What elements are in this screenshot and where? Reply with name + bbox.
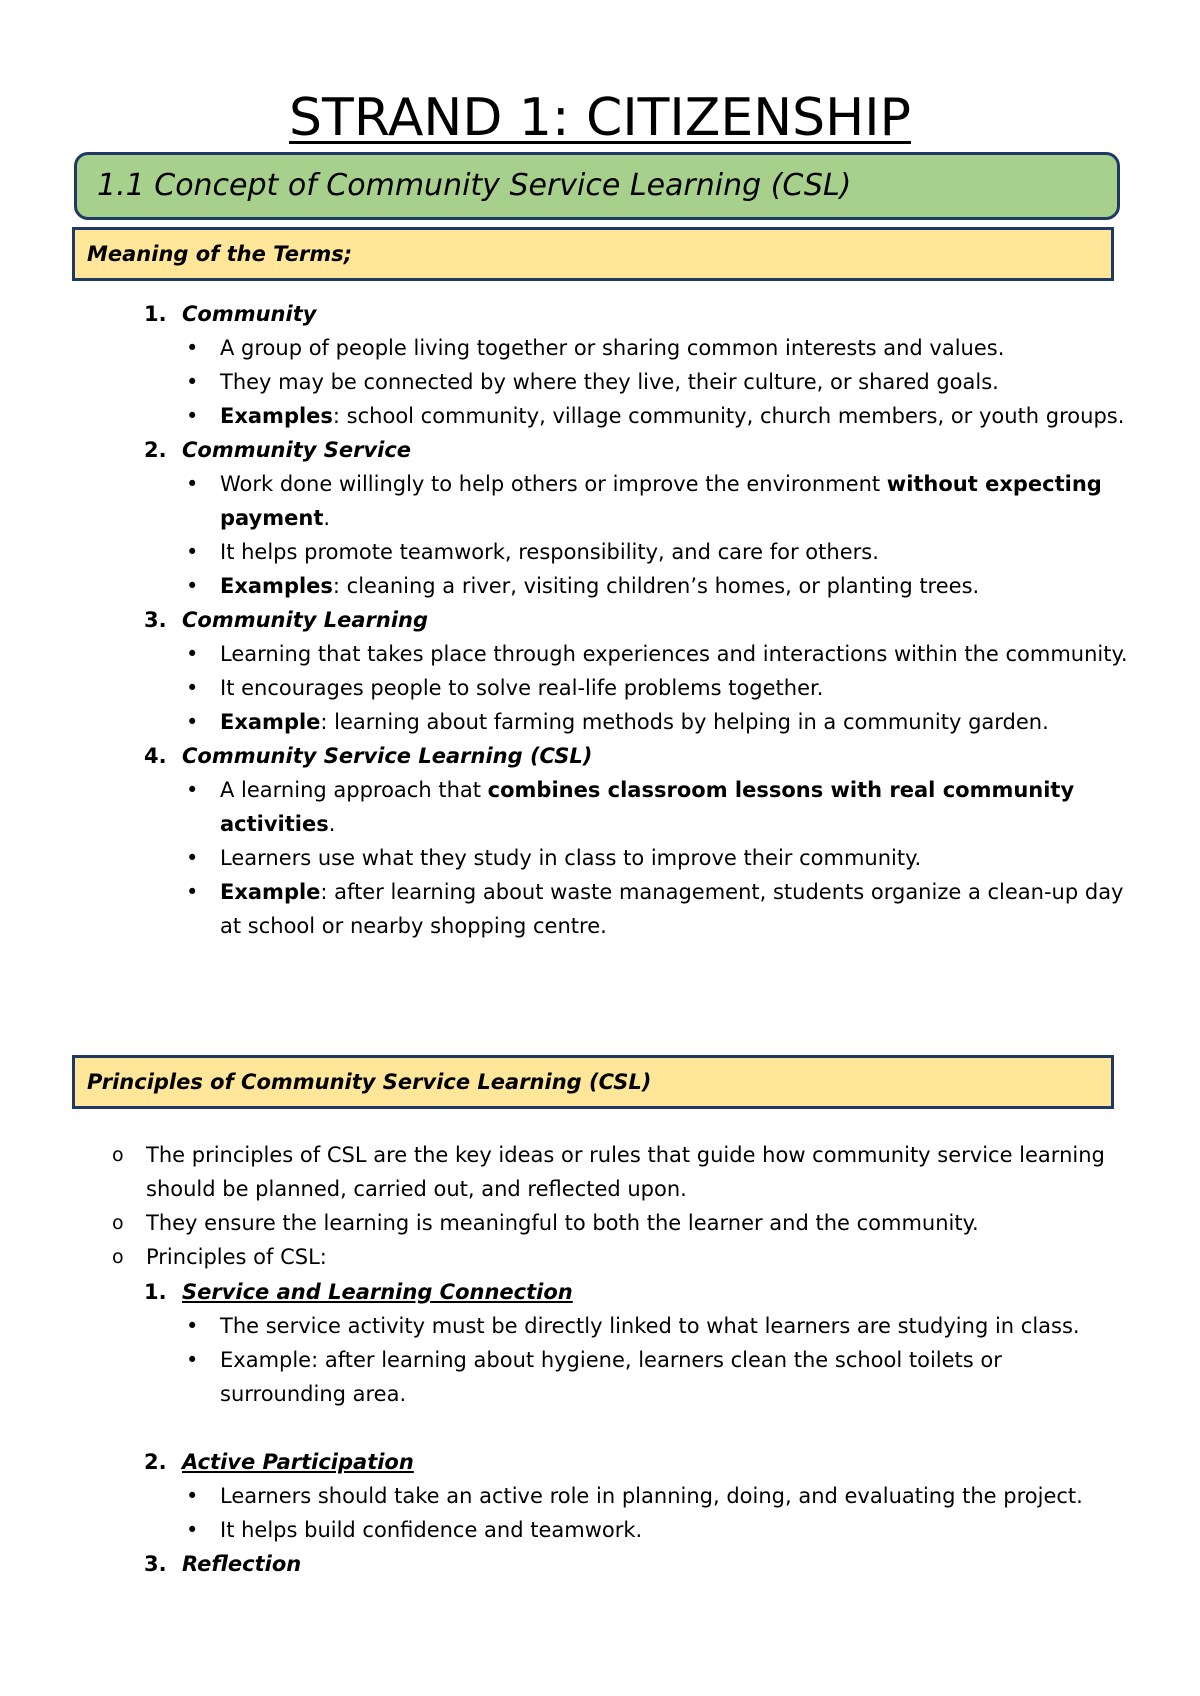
bullet-bold: combines classroom lessons with real community activities: [220, 778, 1075, 836]
principle-name: Reflection: [182, 1552, 302, 1576]
bullet-end: .: [328, 812, 336, 836]
example-text: : after learning about waste management, students organize a clean-up day at school or nearby shopping centre.: [220, 880, 1124, 938]
principle-bullet: • The service activity must be directly linked to what learners are studying in class.: [148, 1309, 1128, 1343]
terms-list: [144, 297, 1128, 943]
term-item: [144, 603, 1128, 739]
term-item: [144, 433, 1128, 603]
principle-item: [144, 1547, 1128, 1581]
term-bullet: [148, 773, 1128, 841]
term-name: Community Service: [182, 438, 412, 462]
principle-number: 1.: [144, 1280, 167, 1304]
principle-item: [144, 1445, 1128, 1547]
principles-list: [144, 1275, 1128, 1581]
section-heading: 1.1 Concept of Community Service Learning (CSL): [74, 152, 1120, 220]
term-name: Community Learning: [182, 608, 429, 632]
intro-item: o Principles of CSL:: [108, 1240, 1128, 1274]
term-name: Community Service Learning (CSL): [182, 744, 593, 768]
term-number: 4.: [144, 744, 167, 768]
example-label: Example: [220, 880, 321, 904]
principles-subheading: Principles of Community Service Learning (CSL): [72, 1055, 1114, 1109]
term-item: [144, 739, 1128, 943]
intro-item: o The principles of CSL are the key ideas or rules that guide how community service learning should be planned, carried out, and reflected upon.: [108, 1138, 1128, 1206]
intro-item: o They ensure the learning is meaningful to both the learner and the community.: [108, 1206, 1128, 1240]
term-number: 3.: [144, 608, 167, 632]
principle-number: 3.: [144, 1552, 167, 1576]
principle-name: Service and Learning Connection: [182, 1280, 573, 1304]
principle-item: [144, 1275, 1128, 1411]
term-bullet: [148, 399, 1128, 433]
term-item: [144, 297, 1128, 433]
term-bullet: [148, 875, 1128, 943]
term-bullet: • They may be connected by where they live, their culture, or shared goals.: [148, 365, 1128, 399]
term-number: 1.: [144, 302, 167, 326]
principle-number: 2.: [144, 1450, 167, 1474]
principle-name: Active Participation: [182, 1450, 414, 1474]
term-bullet: • A group of people living together or sharing common interests and values.: [148, 331, 1128, 365]
meaning-subheading: Meaning of the Terms;: [72, 227, 1114, 281]
term-bullet: [148, 705, 1128, 739]
example-text: : cleaning a river, visiting children’s homes, or planting trees.: [332, 574, 980, 598]
term-bullet: • It encourages people to solve real-life problems together.: [148, 671, 1128, 705]
example-label: Example: [220, 710, 321, 734]
bullet-text: A learning approach that: [220, 778, 488, 802]
term-bullet: • It helps promote teamwork, responsibility, and care for others.: [148, 535, 1128, 569]
example-text: : learning about farming methods by helping in a community garden.: [320, 710, 1049, 734]
example-label: Examples: [220, 404, 333, 428]
principle-bullet: • Example: after learning about hygiene, learners clean the school toilets or surrounding area.: [148, 1343, 1128, 1411]
term-bullet: • Learning that takes place through experiences and interactions within the community.: [148, 637, 1128, 671]
term-bullet: [148, 467, 1128, 535]
principle-bullet: • It helps build confidence and teamwork.: [148, 1513, 1128, 1547]
principles-intro-list: [108, 1138, 1128, 1274]
term-bullet: [148, 569, 1128, 603]
bullet-text: Work done willingly to help others or improve the environment: [220, 472, 887, 496]
bullet-bold: without expecting payment: [220, 472, 1102, 530]
example-text: : school community, village community, church members, or youth groups.: [332, 404, 1125, 428]
term-number: 2.: [144, 438, 167, 462]
term-bullet: • Learners use what they study in class to improve their community.: [148, 841, 1128, 875]
page-title: STRAND 1: CITIZENSHIP: [289, 88, 911, 148]
principle-bullet: • Learners should take an active role in planning, doing, and evaluating the project.: [148, 1479, 1128, 1513]
term-name: Community: [182, 302, 317, 326]
example-label: Examples: [220, 574, 333, 598]
bullet-end: .: [323, 506, 331, 530]
